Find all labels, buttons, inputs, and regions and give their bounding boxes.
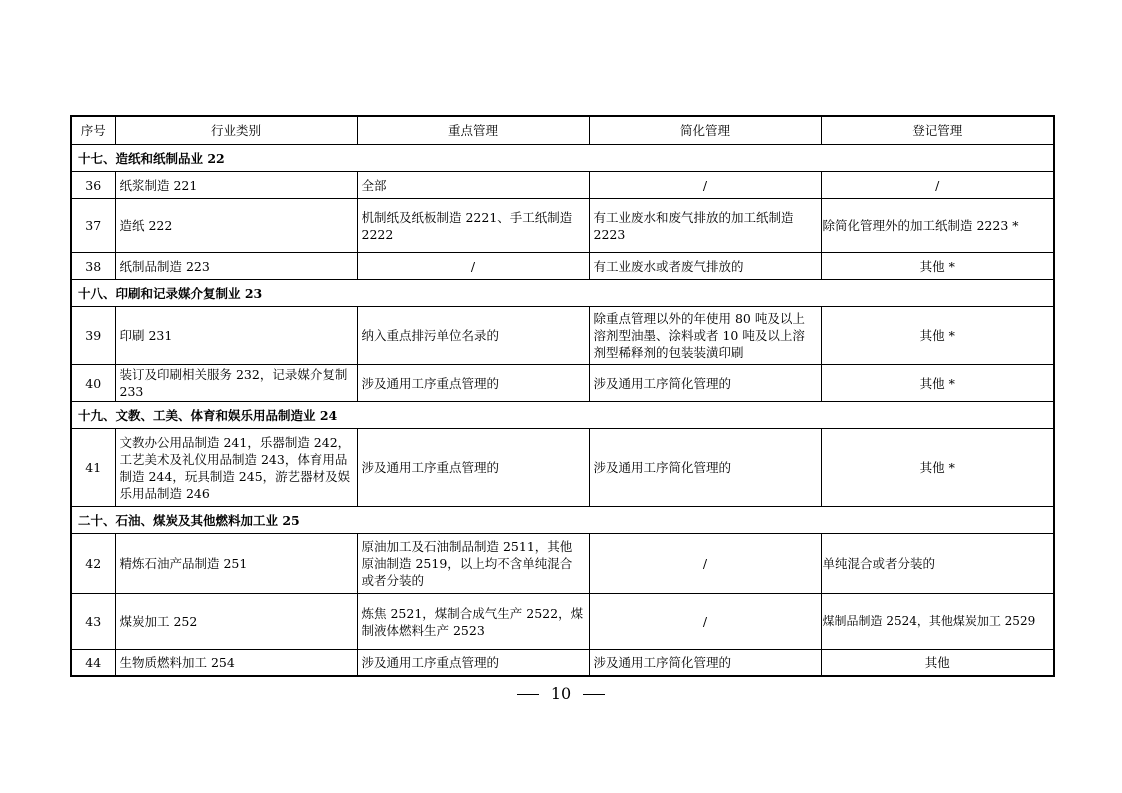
- table-row: [71, 199, 1054, 253]
- row-register: 煤制品制造 2524，其他煤炭加工 2529: [821, 594, 1054, 650]
- table-row: [71, 172, 1054, 199]
- row-simple: 涉及通用工序简化管理的: [589, 365, 821, 402]
- table-row: [71, 594, 1054, 650]
- row-register: 单纯混合或者分装的: [821, 534, 1054, 594]
- row-simple: /: [589, 534, 821, 594]
- table-row: [71, 429, 1054, 507]
- header-registration-management: 登记管理: [821, 116, 1054, 145]
- section-row: [71, 145, 1054, 172]
- row-no: 40: [71, 365, 115, 402]
- row-key: 涉及通用工序重点管理的: [357, 429, 589, 507]
- row-register: 其他: [821, 650, 1054, 676]
- page-number: 10: [550, 684, 572, 703]
- row-category: 生物质燃料加工 254: [115, 650, 357, 676]
- table-row: [71, 307, 1054, 365]
- row-key: 原油加工及石油制品制造 2511，其他原油制造 2519，以上均不含单纯混合或者分装的: [357, 534, 589, 594]
- row-simple: 有工业废水和废气排放的加工纸制造 2223: [589, 199, 821, 253]
- row-category: 精炼石油产品制造 251: [115, 534, 357, 594]
- footer-dash-left: [517, 694, 539, 695]
- row-no: 38: [71, 253, 115, 280]
- row-key: 炼焦 2521，煤制合成气生产 2522，煤制液体燃料生产 2523: [357, 594, 589, 650]
- row-category: 造纸 222: [115, 199, 357, 253]
- row-key: 机制纸及纸板制造 2221、手工纸制造 2222: [357, 199, 589, 253]
- row-register: 其他 *: [821, 365, 1054, 402]
- row-category: 纸制品制造 223: [115, 253, 357, 280]
- row-category: 文教办公用品制造 241，乐器制造 242，工艺美术及礼仪用品制造 243，体育用品制造 244，玩具制造 245，游艺器材及娱乐用品制造 246: [115, 429, 357, 507]
- row-no: 36: [71, 172, 115, 199]
- footer-dash-right: [583, 694, 605, 695]
- section-row: [71, 280, 1054, 307]
- section-row: [71, 507, 1054, 534]
- row-category: 纸浆制造 221: [115, 172, 357, 199]
- table-row: [71, 253, 1054, 280]
- header-category: 行业类别: [115, 116, 357, 145]
- row-no: 43: [71, 594, 115, 650]
- table-header-row: [71, 116, 1054, 145]
- row-key: 纳入重点排污单位名录的: [357, 307, 589, 365]
- header-simplified-management: 简化管理: [589, 116, 821, 145]
- row-simple: 涉及通用工序简化管理的: [589, 429, 821, 507]
- table-row: [71, 534, 1054, 594]
- row-register: 其他 *: [821, 253, 1054, 280]
- permit-management-table: [70, 115, 1055, 677]
- row-key: 涉及通用工序重点管理的: [357, 365, 589, 402]
- row-register: 其他 *: [821, 307, 1054, 365]
- row-category: 装订及印刷相关服务 232，记录媒介复制 233: [115, 365, 357, 402]
- row-register: /: [821, 172, 1054, 199]
- section-title: 十九、文教、工美、体育和娱乐用品制造业 24: [71, 402, 1054, 429]
- section-title: 二十、石油、煤炭及其他燃料加工业 25: [71, 507, 1054, 534]
- row-no: 41: [71, 429, 115, 507]
- row-register: 除简化管理外的加工纸制造 2223 *: [821, 199, 1054, 253]
- row-category: 印刷 231: [115, 307, 357, 365]
- row-simple: 有工业废水或者废气排放的: [589, 253, 821, 280]
- header-no: 序号: [71, 116, 115, 145]
- section-title: 十八、印刷和记录媒介复制业 23: [71, 280, 1054, 307]
- page-footer: [0, 684, 1122, 703]
- row-no: 37: [71, 199, 115, 253]
- row-key: 涉及通用工序重点管理的: [357, 650, 589, 676]
- row-simple: 涉及通用工序简化管理的: [589, 650, 821, 676]
- row-no: 44: [71, 650, 115, 676]
- row-simple: /: [589, 594, 821, 650]
- row-key: 全部: [357, 172, 589, 199]
- row-key: /: [357, 253, 589, 280]
- row-no: 42: [71, 534, 115, 594]
- row-no: 39: [71, 307, 115, 365]
- section-row: [71, 402, 1054, 429]
- table-row: [71, 365, 1054, 402]
- row-simple: /: [589, 172, 821, 199]
- row-simple: 除重点管理以外的年使用 80 吨及以上溶剂型油墨、涂料或者 10 吨及以上溶剂型稀释剂的包装装潢印刷: [589, 307, 821, 365]
- row-register: 其他 *: [821, 429, 1054, 507]
- row-category: 煤炭加工 252: [115, 594, 357, 650]
- section-title: 十七、造纸和纸制品业 22: [71, 145, 1054, 172]
- table-row: [71, 650, 1054, 676]
- header-key-management: 重点管理: [357, 116, 589, 145]
